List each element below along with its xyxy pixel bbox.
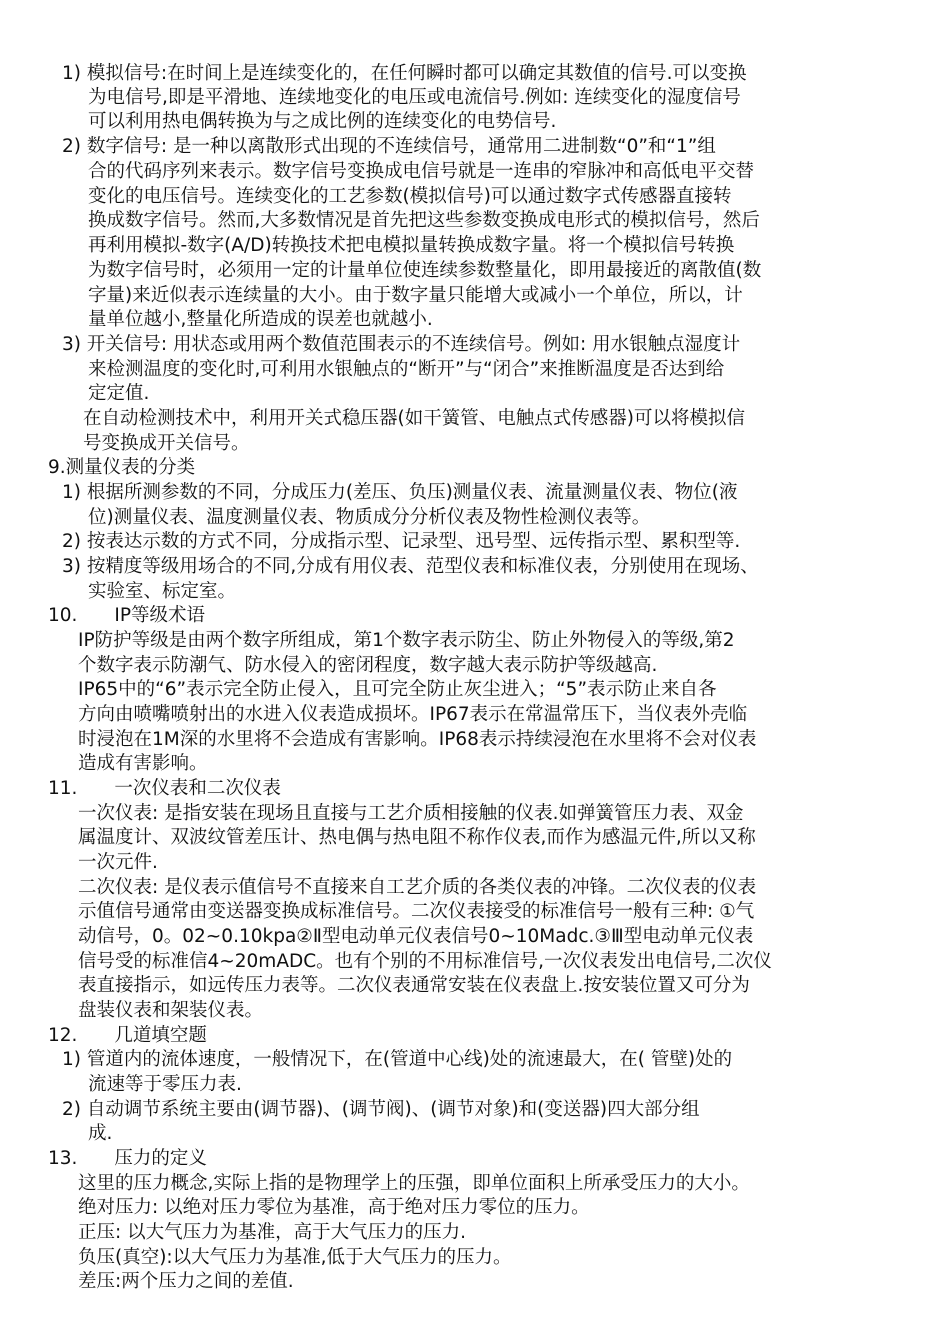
text-line: 二次仪表: 是仪表示值信号不直接来自工艺介质的各类仪表的冲锋。二次仪表的仪表 (78, 877, 757, 898)
text-line: 信号受的标准信4~20mADC。也有个别的不用标准信号,一次仪表发出电信号,二次仪 (78, 951, 772, 972)
text-line: 合的代码序列来表示。数字信号变换成电信号就是一连串的窄脉冲和高低电平交替 (88, 161, 755, 182)
text-line: 示值信号通常由变送器变换成标准信号。二次仪表接受的标准信号一般有三种: ①气 (78, 901, 755, 922)
text-line: 变化的电压信号。连续变化的工艺参数(模拟信号)可以通过数字式传感器直接转 (88, 186, 732, 207)
text-line: 2) 自动调节系统主要由(调节器)、(调节阀)、(调节对象)和(变送器)四大部分组 (62, 1099, 700, 1120)
text-line: 字量)来近似表示连续量的大小。由于数字量只能增大或减小一个单位，所以，计 (88, 285, 743, 306)
text-line: 量单位越小,整量化所造成的误差也就越小. (88, 309, 433, 330)
text-line: 可以利用热电偶转换为与之成比例的连续变化的电势信号. (88, 111, 557, 132)
text-line: 位)测量仪表、温度测量仪表、物质成分分析仪表及物性检测仪表等。 (88, 507, 651, 528)
text-line: 一次元件. (78, 852, 158, 873)
text-line: 一次仪表: 是指安装在现场且直接与工艺介质相接触的仪表.如弹簧管压力表、双金 (78, 803, 744, 824)
text-line: 正压: 以大气压力为基准，高于大气压力的压力. (78, 1222, 466, 1243)
text-line: IP65中的“6”表示完全防止侵入，且可完全防止灰尘进入；“5”表示防止来自各 (78, 679, 717, 700)
text-line: 再利用模拟-数字(A/D)转换技术把电模拟量转换成数字量。将一个模拟信号转换 (88, 235, 735, 256)
text-line: 2) 按表达示数的方式不同，分成指示型、记录型、迅号型、远传指示型、累积型等. (62, 531, 741, 552)
text-line: 时浸泡在1M深的水里将不会造成有害影响。IP68表示持续浸泡在水里将不会对仪表 (78, 729, 757, 750)
section-heading: 12. 几道填空题 (48, 1025, 207, 1046)
text-line: 1) 模拟信号:在时间上是连续变化的，在任何瞬时都可以确定其数值的信号.可以变换 (62, 63, 747, 84)
text-line: 差压:两个压力之间的差值. (78, 1271, 294, 1292)
text-line: 造成有害影响。 (78, 753, 208, 774)
text-line: 来检测温度的变化时,可利用水银触点的“断开”与“闭合”来推断温度是否达到给 (88, 359, 725, 380)
text-line: 3) 按精度等级用场合的不同,分成有用仪表、范型仪表和标准仪表，分别使用在现场、 (62, 556, 759, 577)
text-line: 定定值. (88, 383, 150, 404)
text-line: 绝对压力: 以绝对压力零位为基准，高于绝对压力零位的压力。 (78, 1197, 590, 1218)
text-line: 号变换成开关信号。 (83, 433, 250, 454)
text-line: 2) 数字信号: 是一种以离散形式出现的不连续信号，通常用二进制数“0”和“1”组 (62, 136, 716, 157)
text-line: IP防护等级是由两个数字所组成，第1个数字表示防尘、防止外物侵入的等级,第2 (78, 630, 735, 651)
text-line: 动信号，0。02~0.10kpa②Ⅱ型电动单元仪表信号0~10Madc.③Ⅲ型电动单元仪表 (78, 926, 754, 947)
text-line: 负压(真空):以大气压力为基准,低于大气压力的压力。 (78, 1247, 512, 1268)
section-heading: 10. IP等级术语 (48, 605, 206, 626)
text-line: 盘装仪表和架装仪表。 (78, 1000, 264, 1021)
text-line: 属温度计、双波纹管差压计、热电偶与热电阻不称作仪表,而作为感温元件,所以又称 (78, 827, 756, 848)
section-heading: 13. 压力的定义 (48, 1148, 207, 1169)
text-line: 1) 管道内的流体速度，一般情况下，在(管道中心线)处的流速最大，在( 管壁)处的 (62, 1049, 733, 1070)
text-line: 为数字信号时，必须用一定的计量单位使连续参数整量化，即用最接近的离散值(数 (88, 260, 762, 281)
text-line: 这里的压力概念,实际上指的是物理学上的压强，即单位面积上所承受压力的大小。 (78, 1173, 750, 1194)
text-line: 方向由喷嘴喷射出的水进入仪表造成损坏。IP67表示在常温常压下，当仪表外壳临 (78, 704, 748, 725)
text-line: 成. (88, 1123, 113, 1144)
text-line: 1) 根据所测参数的不同，分成压力(差压、负压)测量仪表、流量测量仪表、物位(液 (62, 482, 738, 503)
text-line: 换成数字信号。然而,大多数情况是首先把这些参数变换成电形式的模拟信号，然后 (88, 210, 760, 231)
section-heading: 9.测量仪表的分类 (48, 457, 196, 478)
text-line: 实验室、标定室。 (88, 581, 237, 602)
text-line: 个数字表示防潮气、防水侵入的密闭程度，数字越大表示防护等级越高. (78, 655, 658, 676)
section-heading: 11. 一次仪表和二次仪表 (48, 778, 281, 799)
text-line: 流速等于零压力表. (88, 1074, 242, 1095)
text-line: 表直接指示，如远传压力表等。二次仪表通常安装在仪表盘上.按安装位置又可分为 (78, 975, 750, 996)
text-line: 为电信号,即是平滑地、连续地变化的电压或电流信号.例如: 连续变化的湿度信号 (88, 87, 741, 108)
text-line: 在自动检测技术中，利用开关式稳压器(如干簧管、电触点式传感器)可以将模拟信 (83, 408, 745, 429)
text-line: 3) 开关信号: 用状态或用两个数值范围表示的不连续信号。例如: 用水银触点湿度计 (62, 334, 741, 355)
